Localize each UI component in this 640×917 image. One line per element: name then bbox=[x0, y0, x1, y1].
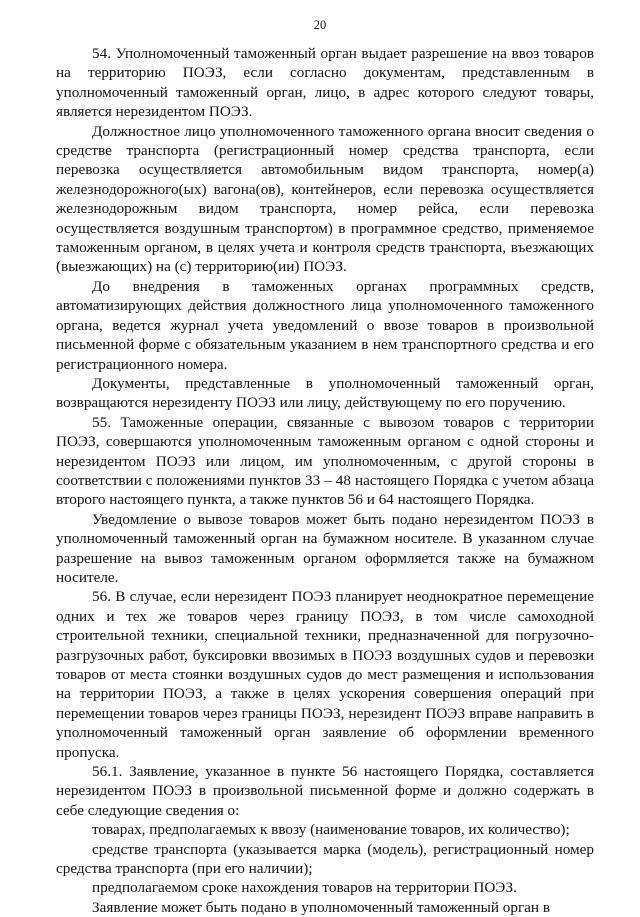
paragraph-56-1: 56.1. Заявление, указанное в пункте 56 настоящего Порядка, составляется нерезидентом ПОЭЗ в произвольной письменной форме и должно содержать в себе следующие сведения о: bbox=[56, 763, 594, 819]
paragraph-vehicle-info: Должностное лицо уполномоченного таможенного органа вносит сведения о средстве транспорта (регистрационный номер средства транспорта, если перевозка осуществляется автомобильным видом транспорта, номер(а) железнодорожного(ых) вагона(ов), контейнеров, если перевозка осуществляется железнодорожным видом транспорта, номер рейса, если перевозка осуществляется воздушным транспортом) в программное средство, применяемое таможенным органом, в целях учета и контроля средств транспорта, въезжающих (выезжающих) на (с) территорию(ии) ПОЭЗ. bbox=[56, 122, 594, 276]
page-number: 20 bbox=[313, 18, 327, 32]
list-item-goods: товарах, предполагаемых к ввозу (наименование товаров, их количество); bbox=[92, 821, 570, 839]
list-item-duration: предполагаемом сроке нахождения товаров на территории ПОЭЗ. bbox=[92, 879, 517, 897]
paragraph-journal: До внедрения в таможенных органах программных средств, автоматизирующих действия должностного лица уполномоченного таможенного органа, ведется журнал учета уведомлений о ввозе товаров в произвольной письменной форме с обязательным указанием в нем транспортного средства и его регистрационного номера. bbox=[56, 277, 594, 373]
paragraph-56: 56. В случае, если нерезидент ПОЭЗ планирует неоднократное перемещение одних и тех же товаров через границу ПОЭЗ, в том числе самоходной строительной техники, специальной техники, предназначенной для погрузочно-разгрузочных работ, буксировки ввозимых в ПОЭЗ воздушных судов и перевозки товаров от места стоянки воздушных судов до мест размещения и использования на территории ПОЭЗ, а также в целях ускорения совершения операций при перемещении товаров через границы ПОЭЗ, нерезидент ПОЭЗ вправе направить в уполномоченный таможенный орган заявление об оформлении временного пропуска. bbox=[56, 588, 594, 761]
paragraph-55: 55. Таможенные операции, связанные с вывозом товаров с территории ПОЭЗ, совершаются уполномоченным таможенным органом с одной стороны и нерезидентом ПОЭЗ или лицом, им уполномоченным, с другой стороны в соответствии с положениями пунктов 33 – 48 настоящего Порядка с учетом абзаца второго настоящего пункта, а также пунктов 56 и 64 настоящего Порядка. bbox=[56, 413, 594, 509]
paragraph-export-notice: Уведомление о вывозе товаров может быть подано нерезидентом ПОЭЗ в уполномоченный таможенный орган на бумажном носителе. В указанном случае разрешение на вывоз таможенным органом оформляется также на бумажном носителе. bbox=[56, 510, 594, 586]
paragraph-54: 54. Уполномоченный таможенный орган выдает разрешение на ввоз товаров на территорию ПОЭЗ, если согласно документам, представленным в уполномоченный таможенный орган, лицо, в адрес которого следуют товары, является нерезидентом ПОЭЗ. bbox=[56, 45, 594, 121]
paragraph-application-submission: Заявление может быть подано в уполномоченный таможенный орган в bbox=[92, 898, 551, 916]
document-body bbox=[56, 44, 594, 917]
paragraph-documents-return: Документы, представленные в уполномоченный таможенный орган, возвращаются нерезиденту ПОЭЗ или лицу, действующему по его поручению. bbox=[56, 374, 594, 412]
list-item-vehicle: средстве транспорта (указывается марка (модель), регистрационный номер средства транспорта (при его наличии); bbox=[56, 840, 594, 878]
